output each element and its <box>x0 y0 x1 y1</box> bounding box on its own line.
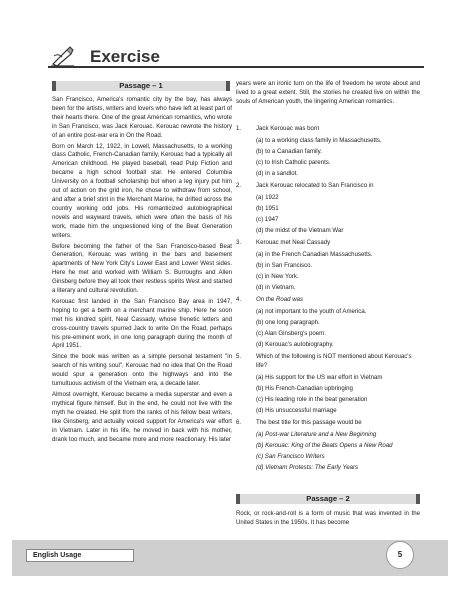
question-number: 6. <box>236 419 242 426</box>
option: (b) His French-Canadian upbringing <box>256 385 353 392</box>
option: (c) San Francisco Writers <box>256 453 325 460</box>
writing-hand-icon <box>50 44 76 68</box>
option: (a) to a working class family in Massachusetts. <box>256 137 382 144</box>
question-text: Jack Kerouac relocated to San Francisco in <box>256 182 374 189</box>
passage-paragraph: Born on March 12, 1922, in Lowell, Massachusetts, to a working class Catholic, French-Canadian family, Kerouac had a typically all American childhood. He played baseball, read Pulp Fiction and became a high school football star. He entered Columbia University on a football scholarship but when a leg injury put him out of action on the grid iron, he chose to withdraw from school, and after a brief stint in the Merchant Marine, he drifted across the country working odd jobs. His romanticized autobiographical novels and wayward travels, which were often the basis of his work, made him the unquestioned king of the Beat Generation writers. <box>52 142 232 239</box>
option: (c) in New York. <box>256 273 299 280</box>
questions-list <box>236 124 420 484</box>
option: (b) Kerouac: King of the Beats Opens a New Road <box>256 442 393 449</box>
option: (d) Kerouac's autobiography. <box>256 341 334 348</box>
option: (a) in the French Canadian Massachusetts. <box>256 251 373 258</box>
question-number: 2. <box>236 182 242 189</box>
passage-2-body: Rock, or rock-and-roll is a form of music that was invented in the United States in the 1950s. It has become <box>236 510 420 526</box>
passage-1-title: Passage – 1 <box>52 81 230 91</box>
question-number: 1. <box>236 125 242 132</box>
option: (a) not important to the youth of America. <box>256 308 367 315</box>
question-text: Which of the following is NOT mentioned about Kerouac's life? <box>256 353 412 369</box>
question-number: 3. <box>236 239 242 246</box>
question-text: The best title for this passage would be <box>256 419 362 426</box>
passage-1-continuation: years were an ironic turn on the life of freedom he wrote about and lived to a great extent. Still, the stories he created live on within the souls of American youth, the lingering American romantics. <box>236 80 420 105</box>
passage-paragraph: Kerouac first landed in the San Francisco Bay area in 1947, hoping to get a berth on a merchant marine ship. Here he soon met his kindred spirit, Neal Cassady, whose frenetic letters and cross-country travels spurred Jack to write On the Road, perhaps his pre-eminent work, in one long paragraph during the month of April 1951. <box>52 297 232 350</box>
option: (d) His unsuccessful marriage <box>256 407 337 414</box>
option: (b) 1951 <box>256 205 279 212</box>
question-text: Jack Kerouac was born <box>256 125 320 132</box>
question-text: On the Road was <box>256 296 304 303</box>
page-number: 5 <box>386 541 414 569</box>
option: (c) to Irish Catholic parents. <box>256 159 331 166</box>
footer-label: English Usage <box>26 549 134 562</box>
question-number: 5. <box>236 353 242 360</box>
option: (b) to a Canadian family. <box>256 148 322 155</box>
passage-paragraph: Since the book was written as a simple personal testament "in search of his writing soul", Kerouac had no idea that On the Road would spur a generation onto the highways and into the tumultuous activism of the Vietnam era, a decade later. <box>52 353 232 388</box>
passage-paragraph: Before becoming the father of the San Francisco-based Beat Generation, Kerouac was writing in the bars and basement apartments of New York City's Lower East and Lower West sides. Here he met and worked with William S. Burroughs and Allen Ginsberg before they all took their restless spirits West and started a literary and cultural revolution. <box>52 242 232 295</box>
option: (d) Vietnam Protests: The Early Years <box>256 464 359 471</box>
passage-paragraph: Almost overnight, Kerouac became a media superstar and even a mythical figure himself. But in the end, he could not live with the myth he created. He split from the ranks of his fellow beat writers, like Ginsberg, and actually voiced support for America's war effort in Vietnam. Later in his life, he moved in back with his mother, drank too much, and became more and more reactionary. His later <box>52 391 232 443</box>
option: (d) in Vietnam. <box>256 284 296 291</box>
option: (c) 1947 <box>256 216 279 223</box>
option: (c) Alan Ginsberg's poem. <box>256 330 326 337</box>
question-text: Kerouac met Neal Cassady <box>256 239 331 246</box>
passage-2-title: Passage – 2 <box>236 494 420 504</box>
option: (c) His leading role in the beat generation <box>256 396 368 403</box>
passage-1-body <box>52 96 232 446</box>
option: (a) Post-war Literature and a New Beginning <box>256 431 377 438</box>
option: (a) His support for the US war effort in Vietnam <box>256 374 383 381</box>
page-title: Exercise <box>90 47 160 66</box>
option: (d) the midst of the Vietnam War <box>256 227 344 234</box>
option: (b) in San Francisco. <box>256 262 313 269</box>
header-rule <box>48 66 424 68</box>
option: (d) in a sandlot. <box>256 170 299 177</box>
question-number: 4. <box>236 296 242 303</box>
option: (a) 1922 <box>256 194 279 201</box>
option: (b) one long paragraph. <box>256 319 320 326</box>
passage-paragraph: San Francisco, America's romantic city by the bay, has always been for the artists, writers and lovers who have left at least part of their hearts there. One of the great American romantics, who wrote in San Francisco, was Jack Kerouac. Kerouac rewrote the history of an entire post-war era in On the Road. <box>52 96 232 139</box>
